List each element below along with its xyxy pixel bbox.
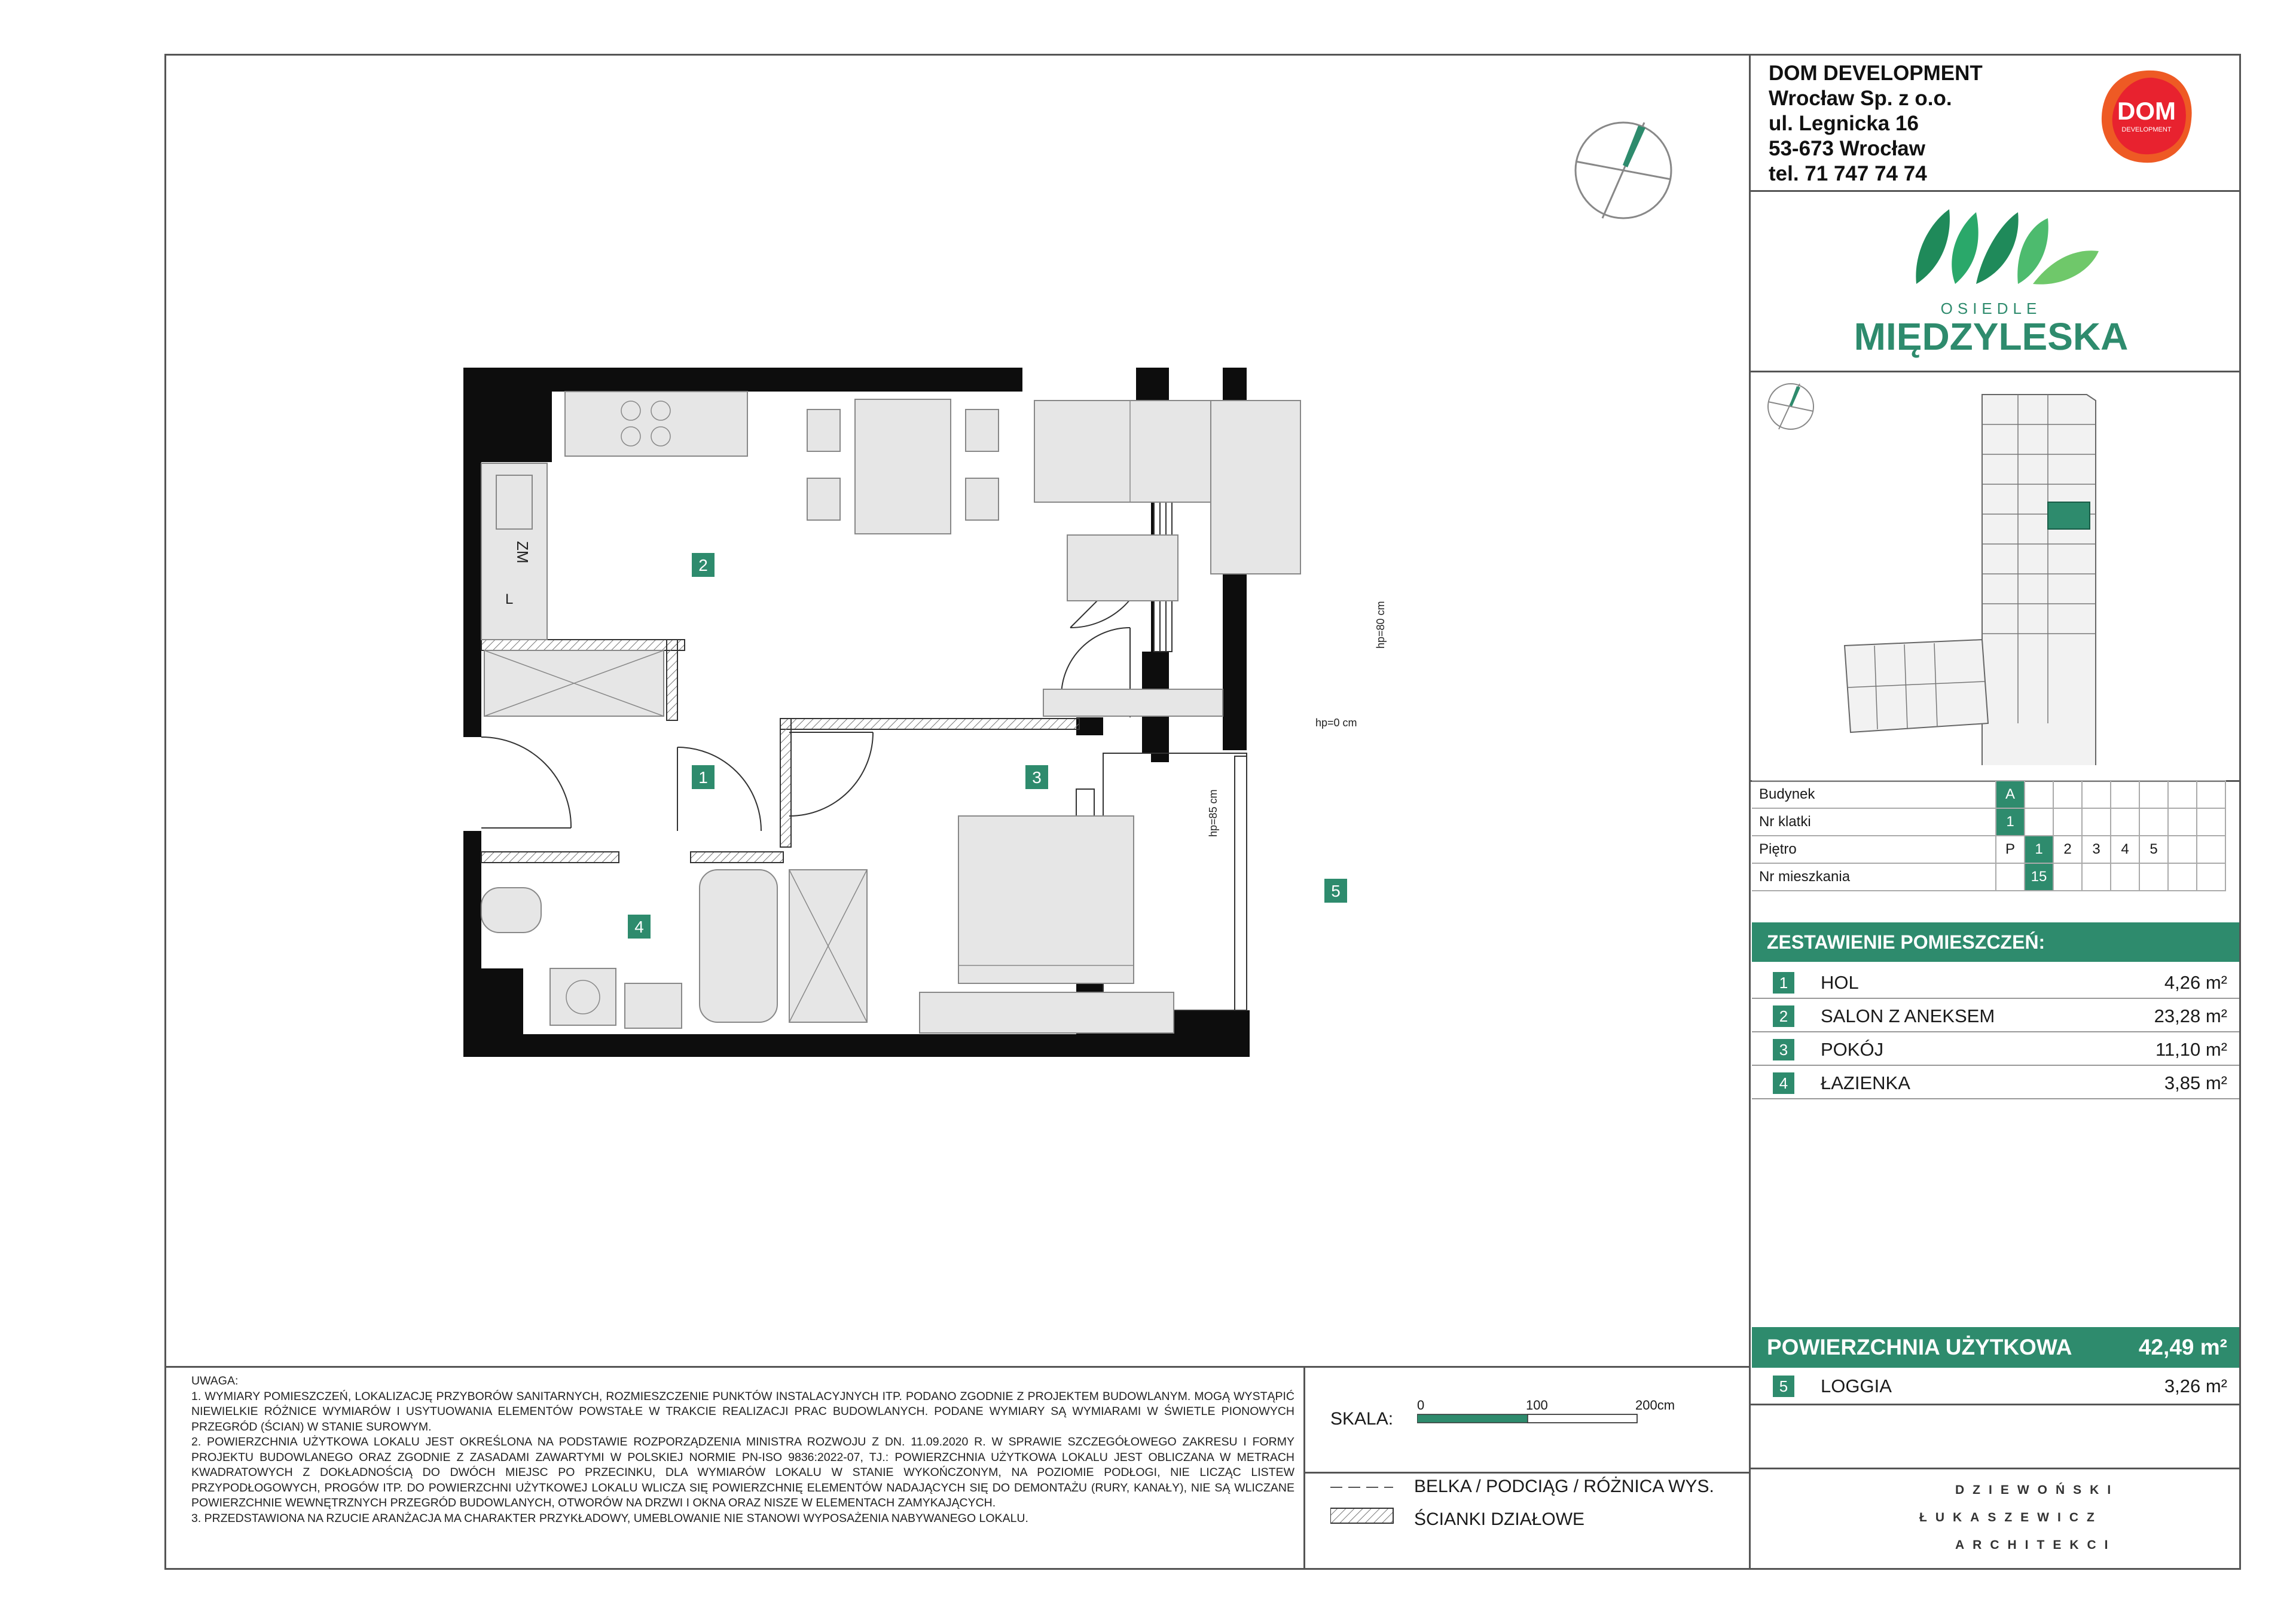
divider-notes-scale — [1303, 1366, 1305, 1570]
legend-walls: ŚCIANKI DZIAŁOWE — [1414, 1509, 1585, 1529]
chair — [966, 409, 999, 451]
scale-tick-0: 0 — [1417, 1398, 1425, 1413]
scale-bar — [1417, 1412, 1638, 1425]
room-name: POKÓJ — [1821, 1039, 1884, 1060]
building-value: A — [1996, 781, 2025, 808]
note-1: 1. WYMIARY POMIESZCZEŃ, LOKALIZACJĘ PRZYBORÓW SANITARNYCH, ROZMIESZCZENIE PUNKTÓW INSTALACYJNYCH ITP. PODANO ZGODNIE Z PROJEKTEM BUDOWLANYM. MOGĄ WYSTĄPIĆ NIEWIELKIE RÓŻNICE WYMIARÓW I USYTUOWANIA ELEMENTÓW POWSTAŁE W TRAKCIE REALIZACJI PRAC BUDOWLANYCH. PODANE WYMIARY SĄ WYMIARAMI W ŚWIETLE PIONOWYCH PRZEGRÓD (ŚCIAN) W STANIE SUROWYM. — [191, 1389, 1294, 1434]
room-area: 11,10 m² — [2155, 1039, 2227, 1060]
hp-label-balcony: hp=85 cm — [1207, 789, 1219, 837]
key-plan-apartment-highlight — [2048, 502, 2090, 529]
company-block — [1769, 61, 1983, 187]
bathtub — [700, 870, 777, 1022]
partition-hatch-icon — [1330, 1508, 1393, 1523]
apartment-value: 15 — [2025, 863, 2053, 891]
sofa-chaise — [1211, 401, 1300, 574]
dom-logo-subtext: DEVELOPMENT — [2121, 126, 2172, 133]
apartment-spacer — [1996, 863, 2025, 891]
room-label-4: 4 — [634, 918, 644, 936]
room-row — [1752, 965, 2239, 999]
estate-logo — [1854, 194, 2152, 374]
architects-line3: ARCHITEKCI — [1955, 1538, 2117, 1552]
apartment-info-table — [1752, 780, 2226, 891]
stair-label: Nr klatki — [1752, 808, 1996, 836]
chair — [966, 478, 999, 520]
room-area: 3,85 m² — [2164, 1072, 2227, 1093]
loggia-row — [1752, 1369, 2239, 1402]
coffee-table — [1067, 535, 1178, 601]
divider-vertical — [1749, 54, 1751, 1570]
scale-tick-100: 100 — [1526, 1398, 1548, 1413]
floor-4: 4 — [2111, 836, 2139, 863]
scale-label: SKALA: — [1330, 1409, 1394, 1429]
dining-table — [855, 399, 951, 534]
dom-development-logo — [2096, 66, 2197, 167]
room-label-2: 2 — [698, 556, 708, 574]
kitchen-counter — [565, 392, 747, 456]
room-label-3: 3 — [1032, 768, 1042, 787]
company-phone: tel. 71 747 74 74 — [1769, 162, 1927, 185]
divider-notes — [164, 1366, 1751, 1368]
usable-area-bar — [1752, 1327, 2239, 1368]
note-3: 3. PRZEDSTAWIONA NA RZUCIE ARANŻACJA MA CHARAKTER PRZYKŁADOWY, UMEBLOWANIE NIE STANOWI WYPOSAŻENIA NABYWANEGO LOKALU. — [191, 1511, 1028, 1525]
bed — [958, 816, 1134, 983]
chair — [807, 478, 840, 520]
scale-tick-200: 200cm — [1635, 1398, 1675, 1413]
washbasin — [625, 983, 682, 1028]
floor-3: 3 — [2082, 836, 2111, 863]
bedside-unit — [920, 992, 1174, 1033]
room-label-5: 5 — [1331, 882, 1341, 900]
loggia-name: LOGGIA — [1821, 1376, 1892, 1396]
room-number: 3 — [1773, 1039, 1794, 1060]
floor-2: 2 — [2053, 836, 2082, 863]
dom-logo-text: DOM — [2117, 97, 2176, 125]
divider-loggia — [1749, 1404, 2241, 1405]
room-area: 4,26 m² — [2164, 972, 2227, 993]
room-name: HOL — [1821, 972, 1859, 993]
zm-label: ZM — [514, 541, 532, 564]
notes — [191, 1374, 1294, 1526]
note-2: 2. POWIERZCHNIA UŻYTKOWA LOKALU JEST OKREŚLONA NA PODSTAWIE ROZPORZĄDZENIA MINISTRA ROZWOJU Z DN. 11.09.2020 R. W SPRAWIE SZCZEGÓŁOWEGO ZAKRESU I FORMY PROJEKTU BUDOWLANEGO ORAZ ZGODNIE Z ZASADAMI ZAWARTYMI W POLSKIEJ NORMIE PN-ISO 9836:2022-07, TJ.: POWIERZCHNIA UŻYTKOWA LOKALU JEST OBLICZANA W METRACH KWADRATOWYCH Z DOKŁADNOŚCIĄ DO DWÓCH MIEJSC PO PRZECINKU, DLA WYMIARÓW LOKALU W STANIE WYKOŃCZONYM, NA POZIOMIE PODŁOGI, NIE LICZĄC LISTEW PRZYPODŁOGOWYCH, PROGÓW ITP. DO POWIERZCHNI UŻYTKOWEJ LOKALU WLICZA SIĘ POWIERZCHNIĘ ELEMENTÓW NADAJĄCYCH SIĘ DO DEMONTAŻU (RURY, KANAŁY), NIE SĄ WLICZANE POWIERZCHNIE WEWNĘTRZNYCH PRZEGRÓD BUDOWLANYCH, OTWORÓW NA DRZWI I OKNA ORAZ NISZE W ELEMENTACH ZAMYKAJĄCYCH. — [191, 1435, 1294, 1509]
floor-p: P — [1996, 836, 2025, 863]
furniture — [481, 392, 1300, 1033]
room-name: ŁAZIENKA — [1821, 1072, 1910, 1093]
room-number: 1 — [1773, 972, 1794, 994]
apartment-label: Nr mieszkania — [1752, 863, 1996, 891]
room-row — [1752, 1066, 2239, 1099]
architects-line2: ŁUKASZEWICZ — [1919, 1511, 2103, 1524]
estate-logo-small: OSIEDLE — [1940, 299, 2042, 317]
l-label: L — [505, 591, 514, 607]
rooms-header: ZESTAWIENIE POMIESZCZEŃ: — [1752, 922, 2239, 962]
north-arrow-icon — [1573, 120, 1674, 221]
row-floor — [1752, 836, 2225, 863]
divider-scale-legend — [1303, 1472, 1751, 1474]
loggia-area: 3,26 m² — [2164, 1376, 2227, 1396]
usable-area-value: 42,49 m² — [2138, 1335, 2227, 1359]
architects-logo — [1919, 1477, 2119, 1559]
stair-value: 1 — [1996, 808, 2025, 836]
chair — [807, 409, 840, 451]
tv-cabinet — [1043, 689, 1223, 716]
divider-architects — [1749, 1468, 2241, 1469]
room-row — [1752, 999, 2239, 1032]
floor-1: 1 — [2025, 836, 2053, 863]
hp-label-door: hp=0 cm — [1315, 717, 1357, 729]
legend-symbols — [1330, 1481, 1396, 1529]
room-row — [1752, 1032, 2239, 1066]
room-area: 23,28 m² — [2154, 1005, 2227, 1026]
loggia-number: 5 — [1773, 1376, 1794, 1397]
usable-area-label: POWIERZCHNIA UŻYTKOWA — [1767, 1335, 2072, 1359]
row-stair — [1752, 808, 2225, 836]
sink — [496, 475, 532, 529]
floor-5: 5 — [2139, 836, 2168, 863]
company-street: ul. Legnicka 16 — [1769, 112, 1919, 135]
architects-line1: DZIEWOŃSKI — [1955, 1483, 2120, 1497]
notes-title: UWAGA: — [191, 1374, 239, 1387]
legend-beam: BELKA / PODCIĄG / RÓŻNICA WYS. — [1414, 1477, 1714, 1496]
toilet — [481, 888, 541, 933]
floor-label: Piętro — [1752, 836, 1996, 863]
divider-header — [1749, 190, 2241, 192]
room-name: SALON Z ANEKSEM — [1821, 1005, 1995, 1026]
room-number: 2 — [1773, 1005, 1794, 1027]
row-building — [1752, 781, 2225, 808]
key-plan — [1761, 383, 2239, 765]
company-city: 53-673 Wrocław — [1769, 137, 1925, 160]
floor-plan — [454, 359, 1435, 1064]
company-name: DOM DEVELOPMENT — [1769, 62, 1983, 85]
room-label-1: 1 — [698, 768, 708, 787]
key-plan-compass-icon — [1768, 384, 1813, 429]
hp-label-window: hp=80 cm — [1375, 601, 1387, 649]
room-number: 4 — [1773, 1072, 1794, 1094]
row-apartment — [1752, 863, 2225, 891]
estate-logo-big: MIĘDZYLESKA — [1854, 315, 2129, 358]
company-line2: Wrocław Sp. z o.o. — [1769, 87, 1952, 110]
building-label: Budynek — [1752, 781, 1996, 808]
washing-machine — [550, 968, 616, 1025]
